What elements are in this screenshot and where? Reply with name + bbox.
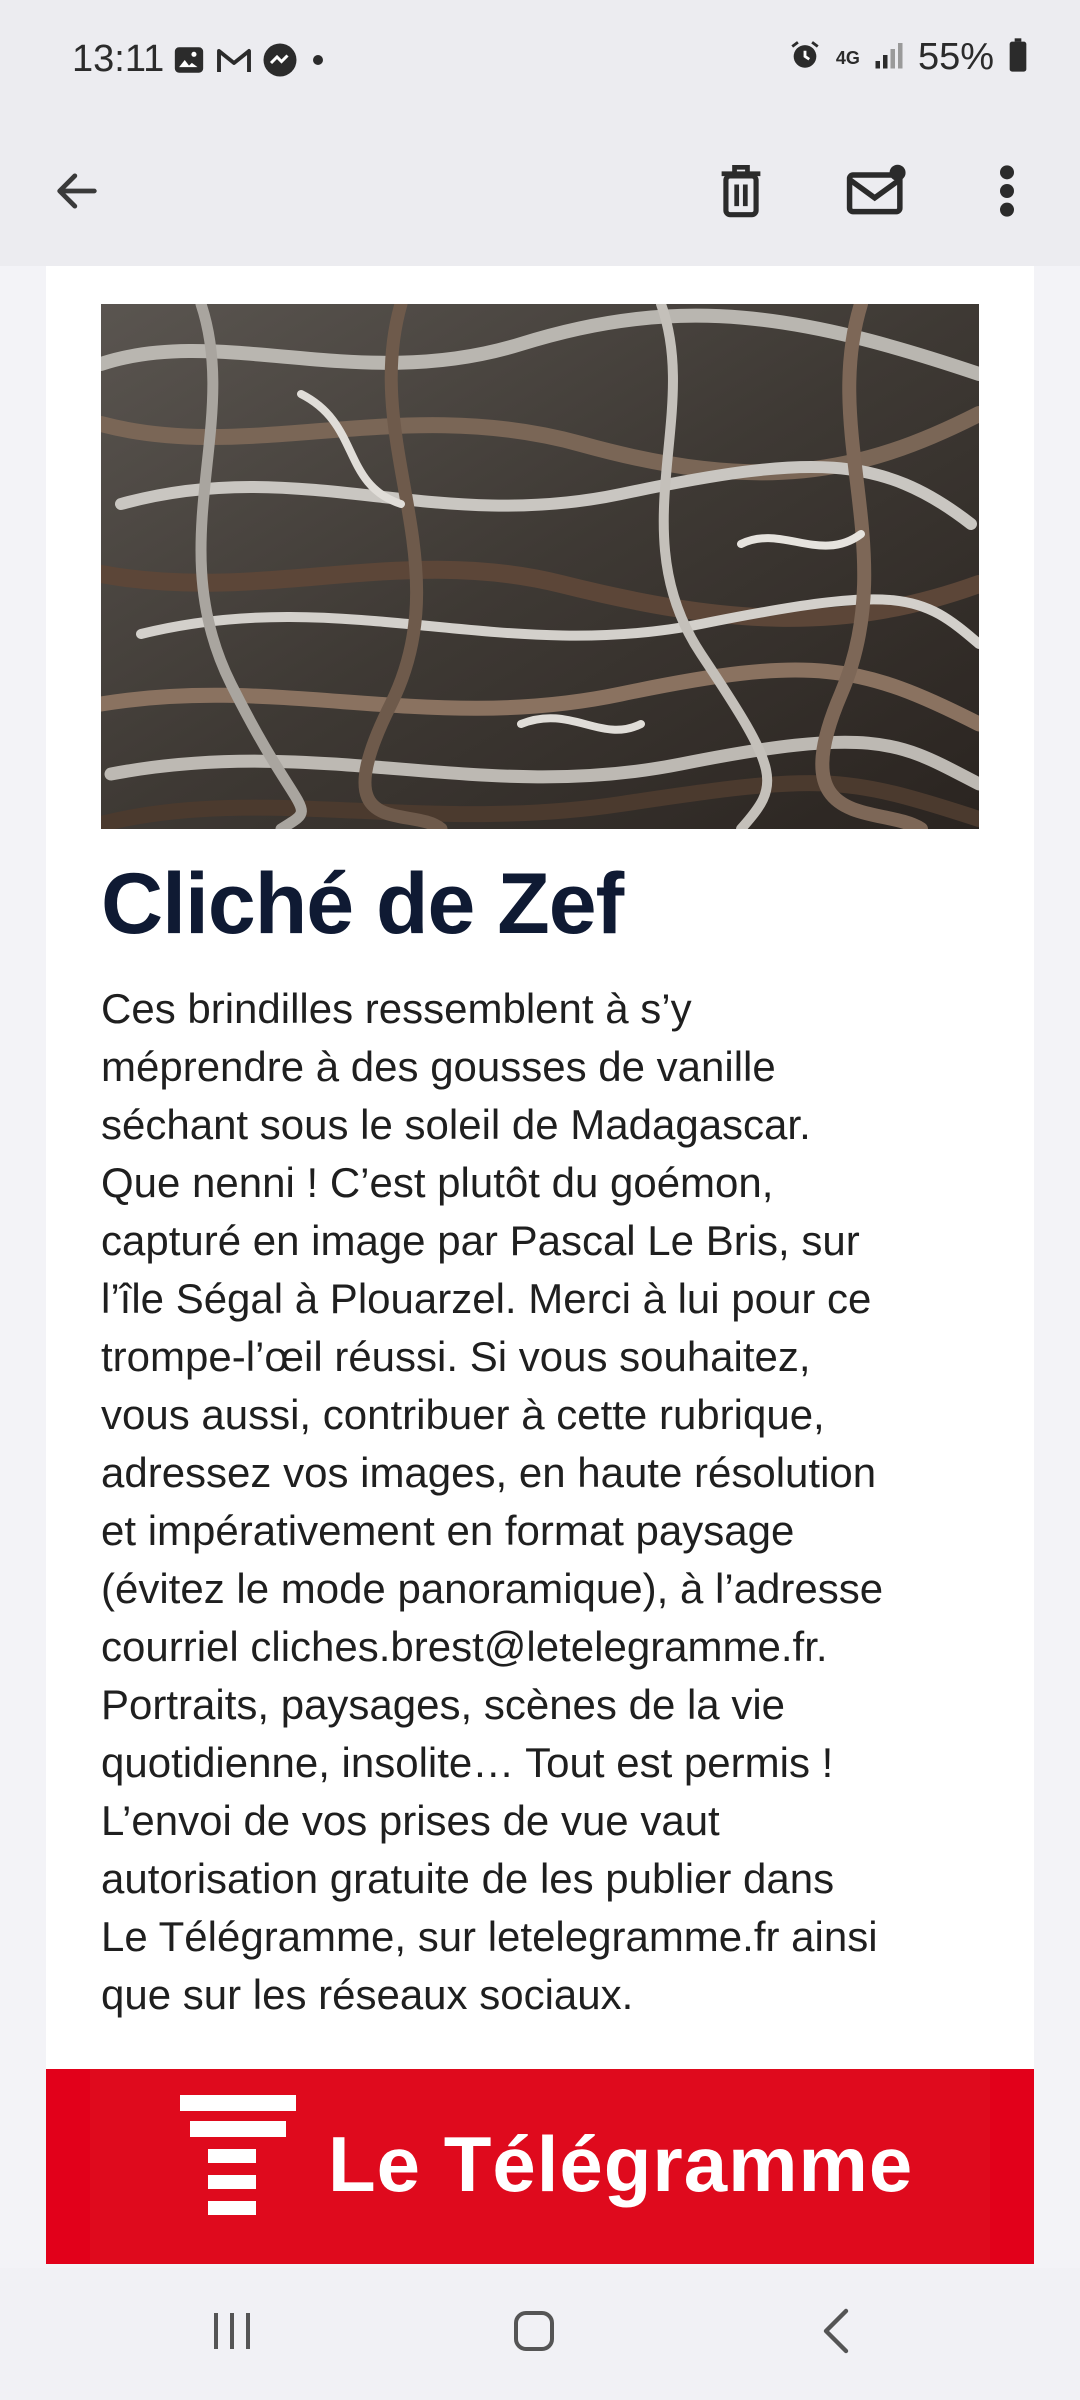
image-icon [172, 43, 206, 82]
back-icon [818, 2307, 854, 2360]
more-vertical-icon [997, 163, 1017, 224]
seaweed-photo [101, 304, 979, 829]
body-line: séchant sous le soleil de Madagascar. [101, 1101, 811, 1148]
home-icon [510, 2307, 558, 2360]
dot-icon [308, 50, 328, 75]
brand-name: Le Télégramme [328, 2120, 914, 2208]
arrow-left-icon [51, 165, 103, 222]
body-line: adressez vos images, en haute résolution [101, 1449, 877, 1496]
body-line: et impérativement en format paysage [101, 1507, 795, 1554]
network-type: 4G [835, 47, 860, 68]
status-time: 13:11 [72, 38, 165, 80]
article-body [101, 980, 981, 2024]
body-line: L’envoi de vos prises de vue vaut [101, 1797, 720, 1844]
notification-icons [172, 42, 328, 83]
body-line: quotidienne, insolite… Tout est permis ! [101, 1739, 834, 1786]
body-line: Ces brindilles ressemblent à s’y [101, 985, 692, 1032]
home-button[interactable] [474, 2298, 594, 2368]
back-button[interactable] [32, 148, 122, 238]
body-line: (évitez le mode panoramique), à l’adresse [101, 1565, 884, 1612]
system-navigation-bar [0, 2268, 1080, 2400]
article-title: Cliché de Zef [101, 856, 624, 952]
4g-icon [836, 49, 860, 67]
battery-icon [1008, 38, 1028, 77]
recents-button[interactable] [172, 2298, 292, 2368]
delete-button[interactable] [696, 148, 786, 238]
alarm-icon [788, 38, 822, 77]
body-line: vous aussi, contribuer à cette rubrique, [101, 1391, 825, 1438]
more-options-button[interactable] [962, 148, 1052, 238]
system-icons [788, 36, 1028, 79]
body-line: autorisation gratuite de les publier dans [101, 1855, 835, 1902]
messenger-icon [262, 42, 298, 83]
signal-icon [874, 40, 904, 75]
recents-icon [208, 2309, 256, 2358]
body-line: Que nenni ! C’est plutôt du goémon, [101, 1159, 774, 1206]
body-line-email[interactable]: courriel cliches.brest@letelegramme.fr. [101, 1623, 828, 1670]
le-telegramme-banner[interactable] [46, 2069, 1034, 2264]
battery-percent: 55% [917, 36, 994, 78]
mail-unread-icon [845, 163, 909, 224]
body-line: Portraits, paysages, scènes de la vie [101, 1681, 786, 1728]
nav-back-button[interactable] [776, 2298, 896, 2368]
body-line: trompe-l’œil réussi. Si vous souhaitez, [101, 1333, 811, 1380]
body-line: capturé en image par Pascal Le Bris, sur [101, 1217, 860, 1264]
le-telegramme-logo-icon [180, 2095, 300, 2240]
body-line: méprendre à des gousses de vanille [101, 1043, 776, 1090]
article-photo[interactable] [101, 304, 979, 829]
status-bar [0, 0, 1080, 120]
body-line: l’île Ségal à Plouarzel. Merci à lui pour ce [101, 1275, 872, 1322]
email-toolbar [0, 120, 1080, 266]
mark-unread-button[interactable] [832, 148, 922, 238]
body-line-link[interactable]: Le Télégramme, sur letelegramme.fr ainsi [101, 1913, 878, 1960]
gmail-icon [216, 45, 252, 80]
body-line: que sur les réseaux sociaux. [101, 1971, 634, 2018]
trash-icon [715, 163, 767, 224]
